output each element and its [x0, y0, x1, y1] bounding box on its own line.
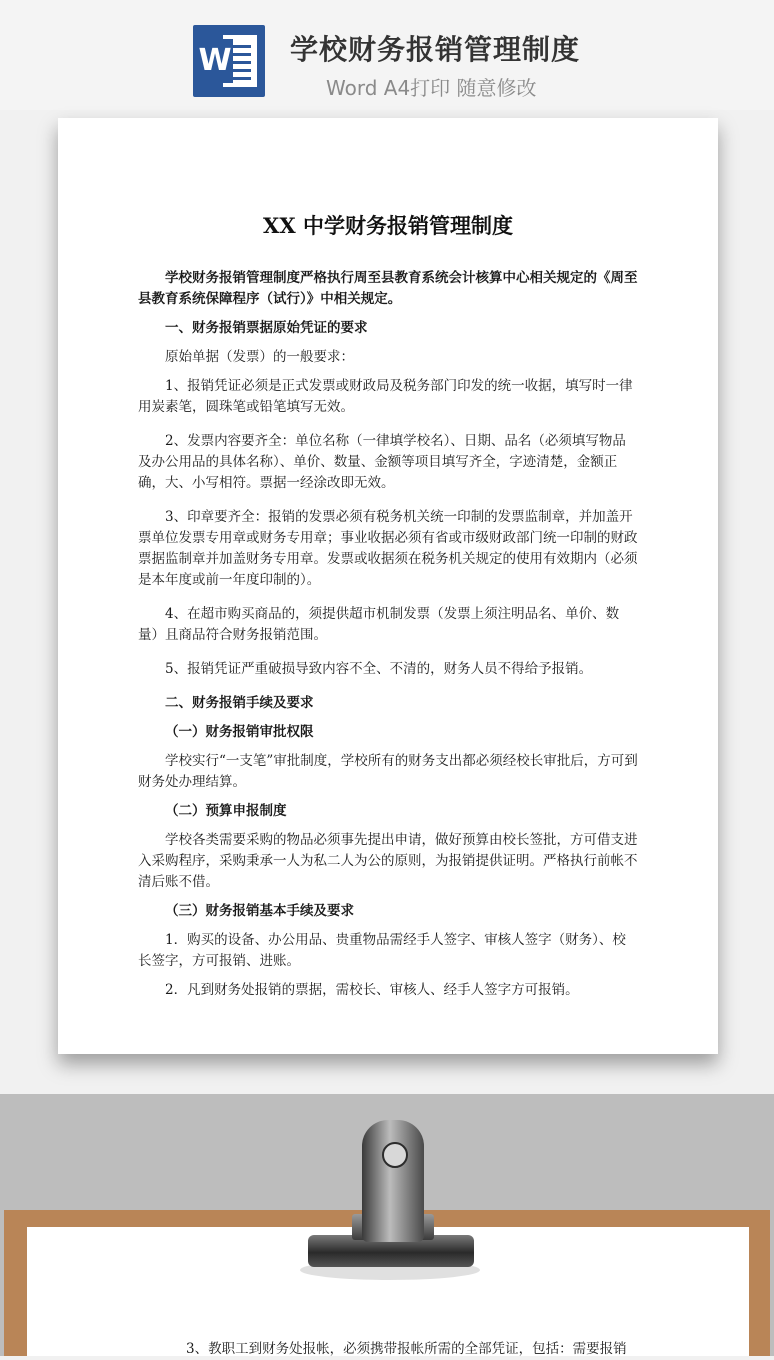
paragraph: 1、报销凭证必须是正式发票或财政局及税务部门印发的统一收据，填写时一律用炭素笔，圆珠笔或铅笔填写无效。 [138, 378, 633, 415]
paragraph: 3、印章要齐全：报销的发票必须有税务机关统一印制的发票监制章，并加盖开票单位发票专用章或财务专用章；事业收据必须有省或市级财政部门统一印制的财政票据监制章并加盖财务专用章。发票或收据须在税务机关规定的使用有效期内（必须是本年度或前一年度印制的）。 [138, 509, 638, 588]
paragraph: 2．凡到财务处报销的票据，需校长、审核人、经手人签字方可报销。 [165, 982, 579, 998]
second-page-text: 3、教职工到财务处报帐，必须携带报帐所需的全部凭证，包括：需要报销 [186, 1341, 627, 1357]
banner-title: 学校财务报销管理制度 [290, 33, 581, 66]
subsection-heading: （二）预算申报制度 [165, 803, 287, 819]
subsection-heading: （三）财务报销基本手续及要求 [165, 903, 354, 919]
binder-clip-icon [362, 1120, 424, 1242]
document-page [58, 118, 718, 1054]
word-icon-letter: W [197, 39, 233, 83]
binder-clip-hole [382, 1142, 408, 1168]
paragraph: 4、在超市购买商品的，须提供超市机制发票（发票上须注明品名、单价、数量）且商品符合财务报销范围。 [138, 606, 620, 643]
document-heading: XX 中学财务报销管理制度 [263, 213, 513, 238]
document-body [138, 268, 638, 1001]
banner [0, 0, 774, 110]
banner-subtitle: Word A4打印 随意修改 [326, 76, 537, 100]
section-heading: 一、财务报销票据原始凭证的要求 [165, 320, 368, 336]
paragraph: 5、报销凭证严重破损导致内容不全、不清的，财务人员不得给予报销。 [165, 661, 593, 677]
paragraph: 2、发票内容要齐全：单位名称（一律填学校名）、日期、品名（必须填写物品及办公用品的具体名称）、单价、数量、金额等项目填写齐全，字迹清楚，金额正确，大、小写相符。票据一经涂改即无效。 [138, 433, 626, 491]
intro-paragraph: 学校财务报销管理制度严格执行周至县教育系统会计核算中心相关规定的《周至县教育系统保障程序（试行）》中相关规定。 [138, 270, 638, 307]
paragraph: 学校实行“一支笔”审批制度，学校所有的财务支出都必须经校长审批后，方可到财务处办理结算。 [138, 753, 638, 790]
paragraph: 1．购买的设备、办公用品、贵重物品需经手人签字、审核人签字（财务）、校长签字，方可报销、进账。 [138, 932, 626, 969]
word-icon [193, 25, 265, 97]
section-heading: 二、财务报销手续及要求 [165, 695, 314, 711]
subsection-heading: （一）财务报销审批权限 [165, 724, 314, 740]
paragraph: 原始单据（发票）的一般要求： [165, 349, 354, 365]
paragraph: 学校各类需要采购的物品必须事先提出申请，做好预算由校长签批，方可借支进入采购程序，采购秉承一人为私二人为公的原则，为报销提供证明。严格执行前帐不清后账不借。 [138, 832, 638, 890]
